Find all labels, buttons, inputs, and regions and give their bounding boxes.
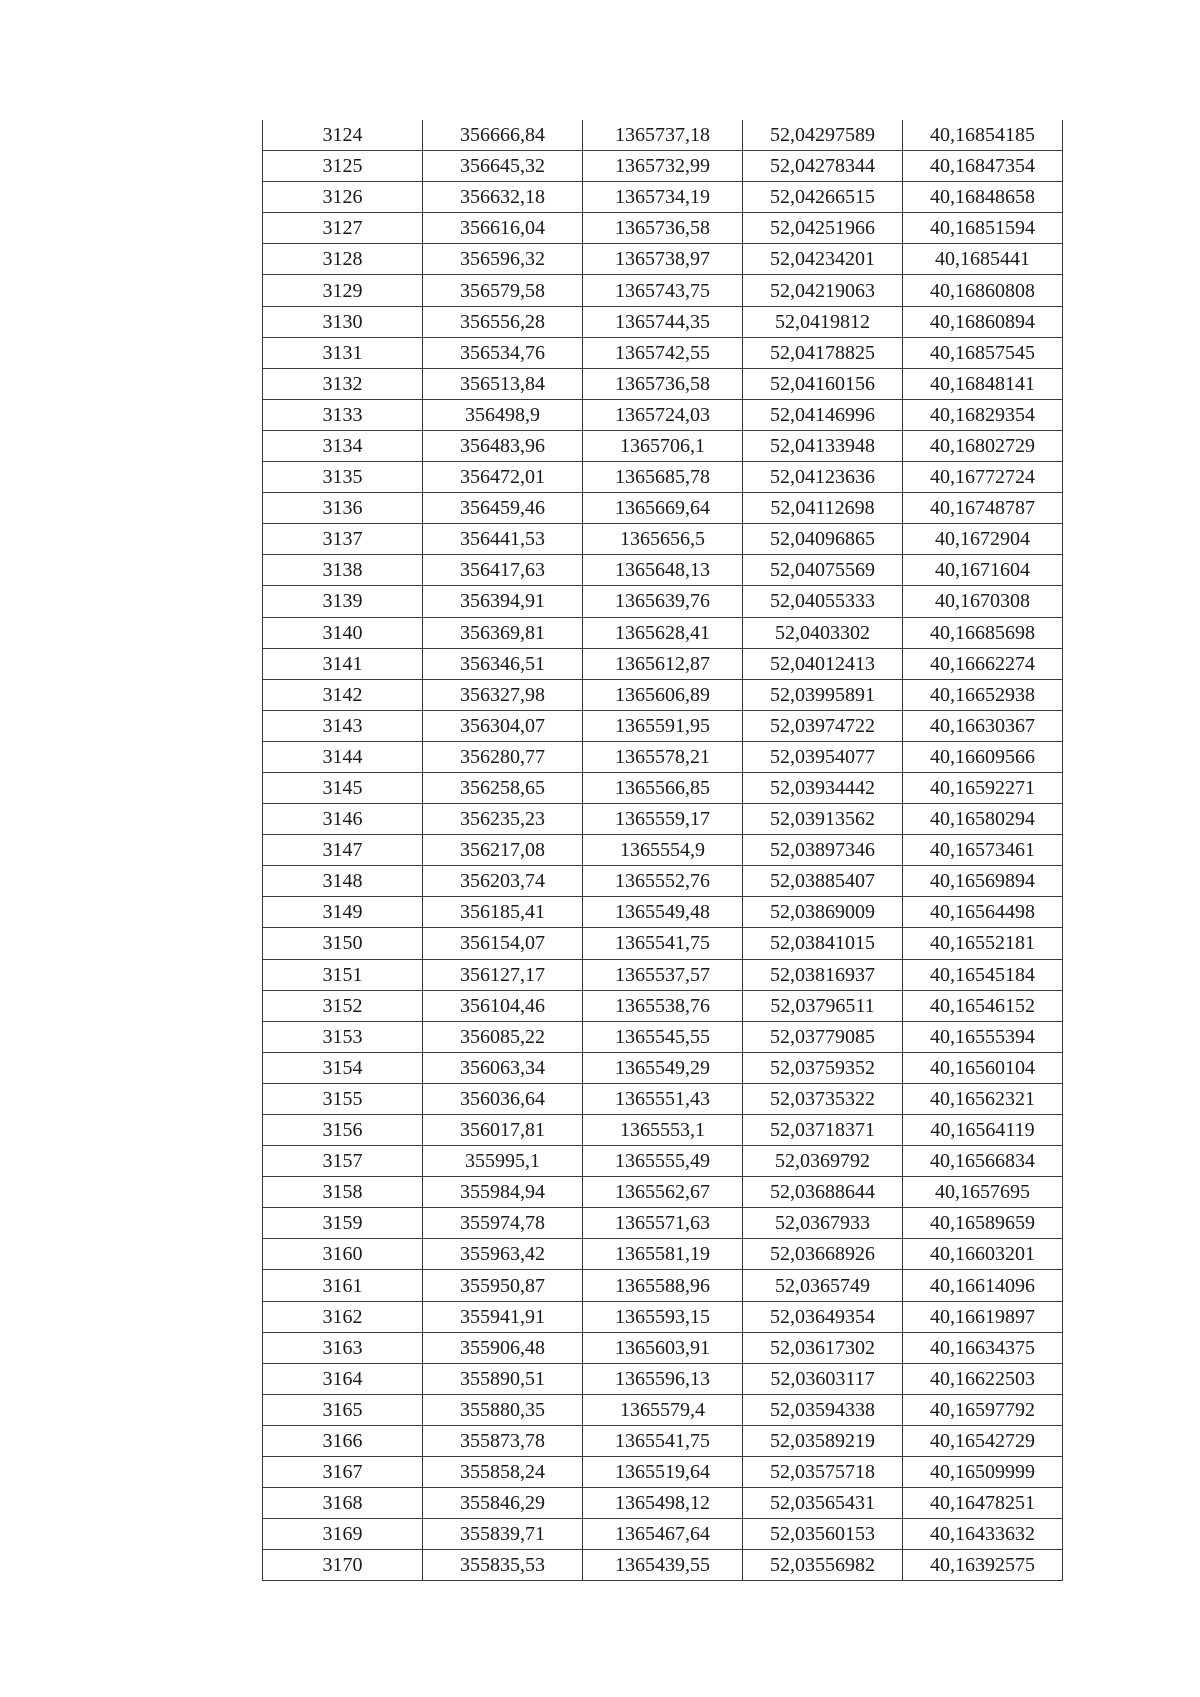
- point-number-cell: 3170: [263, 1550, 423, 1581]
- y-coordinate-cell: 1365628,41: [583, 617, 743, 648]
- latitude-cell: 52,04112698: [743, 493, 903, 524]
- longitude-cell: 40,16603201: [903, 1239, 1063, 1270]
- latitude-cell: 52,03688644: [743, 1177, 903, 1208]
- y-coordinate-cell: 1365566,85: [583, 772, 743, 803]
- latitude-cell: 52,03560153: [743, 1519, 903, 1550]
- longitude-cell: 40,16854185: [903, 120, 1063, 151]
- longitude-cell: 40,16848141: [903, 368, 1063, 399]
- point-number-cell: 3131: [263, 337, 423, 368]
- point-number-cell: 3149: [263, 897, 423, 928]
- point-number-cell: 3144: [263, 741, 423, 772]
- table-row: [263, 524, 1063, 555]
- latitude-cell: 52,0367933: [743, 1208, 903, 1239]
- point-number-cell: 3161: [263, 1270, 423, 1301]
- point-number-cell: 3130: [263, 306, 423, 337]
- y-coordinate-cell: 1365742,55: [583, 337, 743, 368]
- x-coordinate-cell: 356036,64: [423, 1083, 583, 1114]
- x-coordinate-cell: 355984,94: [423, 1177, 583, 1208]
- point-number-cell: 3167: [263, 1457, 423, 1488]
- x-coordinate-cell: 356327,98: [423, 679, 583, 710]
- point-number-cell: 3137: [263, 524, 423, 555]
- latitude-cell: 52,04278344: [743, 151, 903, 182]
- point-number-cell: 3169: [263, 1519, 423, 1550]
- latitude-cell: 52,04297589: [743, 120, 903, 151]
- point-number-cell: 3156: [263, 1115, 423, 1146]
- latitude-cell: 52,03995891: [743, 679, 903, 710]
- y-coordinate-cell: 1365537,57: [583, 959, 743, 990]
- point-number-cell: 3124: [263, 120, 423, 151]
- latitude-cell: 52,03779085: [743, 1021, 903, 1052]
- x-coordinate-cell: 356556,28: [423, 306, 583, 337]
- point-number-cell: 3132: [263, 368, 423, 399]
- y-coordinate-cell: 1365552,76: [583, 866, 743, 897]
- y-coordinate-cell: 1365736,58: [583, 368, 743, 399]
- longitude-cell: 40,16857545: [903, 337, 1063, 368]
- y-coordinate-cell: 1365498,12: [583, 1488, 743, 1519]
- point-number-cell: 3159: [263, 1208, 423, 1239]
- longitude-cell: 40,16478251: [903, 1488, 1063, 1519]
- x-coordinate-cell: 355835,53: [423, 1550, 583, 1581]
- table-row: [263, 835, 1063, 866]
- latitude-cell: 52,03589219: [743, 1425, 903, 1456]
- table-row: [263, 897, 1063, 928]
- table-row: [263, 959, 1063, 990]
- point-number-cell: 3146: [263, 804, 423, 835]
- x-coordinate-cell: 356217,08: [423, 835, 583, 866]
- y-coordinate-cell: 1365549,48: [583, 897, 743, 928]
- table-row: [263, 990, 1063, 1021]
- y-coordinate-cell: 1365736,58: [583, 213, 743, 244]
- point-number-cell: 3154: [263, 1052, 423, 1083]
- latitude-cell: 52,0419812: [743, 306, 903, 337]
- table-row: [263, 1177, 1063, 1208]
- y-coordinate-cell: 1365519,64: [583, 1457, 743, 1488]
- x-coordinate-cell: 356579,58: [423, 275, 583, 306]
- latitude-cell: 52,03954077: [743, 741, 903, 772]
- table-row: [263, 710, 1063, 741]
- point-number-cell: 3160: [263, 1239, 423, 1270]
- point-number-cell: 3162: [263, 1301, 423, 1332]
- longitude-cell: 40,16562321: [903, 1083, 1063, 1114]
- longitude-cell: 40,16509999: [903, 1457, 1063, 1488]
- table-row: [263, 617, 1063, 648]
- latitude-cell: 52,03668926: [743, 1239, 903, 1270]
- y-coordinate-cell: 1365669,64: [583, 493, 743, 524]
- longitude-cell: 40,16609566: [903, 741, 1063, 772]
- longitude-cell: 40,16573461: [903, 835, 1063, 866]
- longitude-cell: 40,1672904: [903, 524, 1063, 555]
- table-row: [263, 1270, 1063, 1301]
- x-coordinate-cell: 356185,41: [423, 897, 583, 928]
- x-coordinate-cell: 356017,81: [423, 1115, 583, 1146]
- longitude-cell: 40,16748787: [903, 493, 1063, 524]
- table-row: [263, 368, 1063, 399]
- point-number-cell: 3129: [263, 275, 423, 306]
- point-number-cell: 3168: [263, 1488, 423, 1519]
- x-coordinate-cell: 355950,87: [423, 1270, 583, 1301]
- longitude-cell: 40,16802729: [903, 430, 1063, 461]
- y-coordinate-cell: 1365578,21: [583, 741, 743, 772]
- x-coordinate-cell: 356513,84: [423, 368, 583, 399]
- latitude-cell: 52,04146996: [743, 399, 903, 430]
- y-coordinate-cell: 1365553,1: [583, 1115, 743, 1146]
- table-row: [263, 679, 1063, 710]
- latitude-cell: 52,03594338: [743, 1394, 903, 1425]
- y-coordinate-cell: 1365538,76: [583, 990, 743, 1021]
- latitude-cell: 52,04251966: [743, 213, 903, 244]
- latitude-cell: 52,03913562: [743, 804, 903, 835]
- coordinates-table-body: [263, 120, 1063, 1581]
- x-coordinate-cell: 355839,71: [423, 1519, 583, 1550]
- x-coordinate-cell: 356498,9: [423, 399, 583, 430]
- y-coordinate-cell: 1365639,76: [583, 586, 743, 617]
- table-row: [263, 1083, 1063, 1114]
- y-coordinate-cell: 1365656,5: [583, 524, 743, 555]
- latitude-cell: 52,0403302: [743, 617, 903, 648]
- latitude-cell: 52,03796511: [743, 990, 903, 1021]
- y-coordinate-cell: 1365603,91: [583, 1332, 743, 1363]
- longitude-cell: 40,16860808: [903, 275, 1063, 306]
- y-coordinate-cell: 1365738,97: [583, 244, 743, 275]
- x-coordinate-cell: 356104,46: [423, 990, 583, 1021]
- y-coordinate-cell: 1365612,87: [583, 648, 743, 679]
- longitude-cell: 40,16560104: [903, 1052, 1063, 1083]
- point-number-cell: 3136: [263, 493, 423, 524]
- point-number-cell: 3150: [263, 928, 423, 959]
- table-row: [263, 213, 1063, 244]
- longitude-cell: 40,16614096: [903, 1270, 1063, 1301]
- table-row: [263, 1115, 1063, 1146]
- x-coordinate-cell: 355963,42: [423, 1239, 583, 1270]
- point-number-cell: 3135: [263, 462, 423, 493]
- table-row: [263, 1457, 1063, 1488]
- y-coordinate-cell: 1365559,17: [583, 804, 743, 835]
- point-number-cell: 3164: [263, 1363, 423, 1394]
- longitude-cell: 40,16546152: [903, 990, 1063, 1021]
- y-coordinate-cell: 1365555,49: [583, 1146, 743, 1177]
- latitude-cell: 52,04160156: [743, 368, 903, 399]
- x-coordinate-cell: 356596,32: [423, 244, 583, 275]
- point-number-cell: 3133: [263, 399, 423, 430]
- y-coordinate-cell: 1365596,13: [583, 1363, 743, 1394]
- point-number-cell: 3158: [263, 1177, 423, 1208]
- latitude-cell: 52,04055333: [743, 586, 903, 617]
- x-coordinate-cell: 356472,01: [423, 462, 583, 493]
- longitude-cell: 40,16433632: [903, 1519, 1063, 1550]
- longitude-cell: 40,1685441: [903, 244, 1063, 275]
- x-coordinate-cell: 355858,24: [423, 1457, 583, 1488]
- y-coordinate-cell: 1365549,29: [583, 1052, 743, 1083]
- x-coordinate-cell: 356085,22: [423, 1021, 583, 1052]
- table-row: [263, 1519, 1063, 1550]
- longitude-cell: 40,16597792: [903, 1394, 1063, 1425]
- y-coordinate-cell: 1365588,96: [583, 1270, 743, 1301]
- table-row: [263, 306, 1063, 337]
- longitude-cell: 40,1657695: [903, 1177, 1063, 1208]
- table-row: [263, 493, 1063, 524]
- longitude-cell: 40,16392575: [903, 1550, 1063, 1581]
- y-coordinate-cell: 1365734,19: [583, 182, 743, 213]
- point-number-cell: 3143: [263, 710, 423, 741]
- table-row: [263, 1301, 1063, 1332]
- table-row: [263, 275, 1063, 306]
- latitude-cell: 52,04219063: [743, 275, 903, 306]
- table-row: [263, 555, 1063, 586]
- longitude-cell: 40,16685698: [903, 617, 1063, 648]
- y-coordinate-cell: 1365593,15: [583, 1301, 743, 1332]
- longitude-cell: 40,16847354: [903, 151, 1063, 182]
- x-coordinate-cell: 356304,07: [423, 710, 583, 741]
- x-coordinate-cell: 356127,17: [423, 959, 583, 990]
- table-row: [263, 866, 1063, 897]
- y-coordinate-cell: 1365581,19: [583, 1239, 743, 1270]
- x-coordinate-cell: 356534,76: [423, 337, 583, 368]
- x-coordinate-cell: 356394,91: [423, 586, 583, 617]
- y-coordinate-cell: 1365744,35: [583, 306, 743, 337]
- longitude-cell: 40,16592271: [903, 772, 1063, 803]
- x-coordinate-cell: 355974,78: [423, 1208, 583, 1239]
- longitude-cell: 40,16860894: [903, 306, 1063, 337]
- latitude-cell: 52,04075569: [743, 555, 903, 586]
- coordinates-table: [262, 120, 1063, 1581]
- latitude-cell: 52,03974722: [743, 710, 903, 741]
- table-row: [263, 1488, 1063, 1519]
- point-number-cell: 3152: [263, 990, 423, 1021]
- x-coordinate-cell: 356483,96: [423, 430, 583, 461]
- x-coordinate-cell: 356258,65: [423, 772, 583, 803]
- longitude-cell: 40,16589659: [903, 1208, 1063, 1239]
- y-coordinate-cell: 1365579,4: [583, 1394, 743, 1425]
- table-row: [263, 928, 1063, 959]
- y-coordinate-cell: 1365541,75: [583, 1425, 743, 1456]
- longitude-cell: 40,16619897: [903, 1301, 1063, 1332]
- point-number-cell: 3147: [263, 835, 423, 866]
- longitude-cell: 40,1670308: [903, 586, 1063, 617]
- x-coordinate-cell: 356459,46: [423, 493, 583, 524]
- table-row: [263, 1425, 1063, 1456]
- longitude-cell: 40,16545184: [903, 959, 1063, 990]
- table-row: [263, 804, 1063, 835]
- y-coordinate-cell: 1365439,55: [583, 1550, 743, 1581]
- x-coordinate-cell: 356632,18: [423, 182, 583, 213]
- x-coordinate-cell: 356235,23: [423, 804, 583, 835]
- longitude-cell: 40,16552181: [903, 928, 1063, 959]
- point-number-cell: 3153: [263, 1021, 423, 1052]
- y-coordinate-cell: 1365551,43: [583, 1083, 743, 1114]
- table-row: [263, 462, 1063, 493]
- y-coordinate-cell: 1365545,55: [583, 1021, 743, 1052]
- y-coordinate-cell: 1365724,03: [583, 399, 743, 430]
- latitude-cell: 52,03841015: [743, 928, 903, 959]
- latitude-cell: 52,03565431: [743, 1488, 903, 1519]
- latitude-cell: 52,03885407: [743, 866, 903, 897]
- y-coordinate-cell: 1365541,75: [583, 928, 743, 959]
- x-coordinate-cell: 355846,29: [423, 1488, 583, 1519]
- latitude-cell: 52,0365749: [743, 1270, 903, 1301]
- table-row: [263, 1052, 1063, 1083]
- latitude-cell: 52,04123636: [743, 462, 903, 493]
- point-number-cell: 3157: [263, 1146, 423, 1177]
- longitude-cell: 40,16662274: [903, 648, 1063, 679]
- x-coordinate-cell: 355995,1: [423, 1146, 583, 1177]
- x-coordinate-cell: 356616,04: [423, 213, 583, 244]
- point-number-cell: 3139: [263, 586, 423, 617]
- y-coordinate-cell: 1365743,75: [583, 275, 743, 306]
- longitude-cell: 40,16564498: [903, 897, 1063, 928]
- longitude-cell: 40,1671604: [903, 555, 1063, 586]
- latitude-cell: 52,04266515: [743, 182, 903, 213]
- point-number-cell: 3165: [263, 1394, 423, 1425]
- point-number-cell: 3128: [263, 244, 423, 275]
- y-coordinate-cell: 1365562,67: [583, 1177, 743, 1208]
- y-coordinate-cell: 1365737,18: [583, 120, 743, 151]
- latitude-cell: 52,03816937: [743, 959, 903, 990]
- table-row: [263, 1208, 1063, 1239]
- x-coordinate-cell: 356203,74: [423, 866, 583, 897]
- longitude-cell: 40,16630367: [903, 710, 1063, 741]
- x-coordinate-cell: 356441,53: [423, 524, 583, 555]
- x-coordinate-cell: 356369,81: [423, 617, 583, 648]
- latitude-cell: 52,03759352: [743, 1052, 903, 1083]
- y-coordinate-cell: 1365554,9: [583, 835, 743, 866]
- longitude-cell: 40,16652938: [903, 679, 1063, 710]
- latitude-cell: 52,03649354: [743, 1301, 903, 1332]
- latitude-cell: 52,03603117: [743, 1363, 903, 1394]
- latitude-cell: 52,04234201: [743, 244, 903, 275]
- longitude-cell: 40,16622503: [903, 1363, 1063, 1394]
- point-number-cell: 3145: [263, 772, 423, 803]
- point-number-cell: 3151: [263, 959, 423, 990]
- x-coordinate-cell: 355873,78: [423, 1425, 583, 1456]
- longitude-cell: 40,16829354: [903, 399, 1063, 430]
- point-number-cell: 3125: [263, 151, 423, 182]
- table-row: [263, 1550, 1063, 1581]
- longitude-cell: 40,16772724: [903, 462, 1063, 493]
- x-coordinate-cell: 355906,48: [423, 1332, 583, 1363]
- point-number-cell: 3163: [263, 1332, 423, 1363]
- table-row: [263, 430, 1063, 461]
- longitude-cell: 40,16566834: [903, 1146, 1063, 1177]
- table-row: [263, 182, 1063, 213]
- table-row: [263, 337, 1063, 368]
- point-number-cell: 3140: [263, 617, 423, 648]
- y-coordinate-cell: 1365706,1: [583, 430, 743, 461]
- point-number-cell: 3127: [263, 213, 423, 244]
- latitude-cell: 52,03575718: [743, 1457, 903, 1488]
- table-row: [263, 586, 1063, 617]
- table-row: [263, 1021, 1063, 1052]
- longitude-cell: 40,16569894: [903, 866, 1063, 897]
- longitude-cell: 40,16542729: [903, 1425, 1063, 1456]
- longitude-cell: 40,16564119: [903, 1115, 1063, 1146]
- table-row: [263, 1332, 1063, 1363]
- x-coordinate-cell: 355890,51: [423, 1363, 583, 1394]
- table-row: [263, 399, 1063, 430]
- latitude-cell: 52,03718371: [743, 1115, 903, 1146]
- table-row: [263, 1146, 1063, 1177]
- longitude-cell: 40,16851594: [903, 213, 1063, 244]
- y-coordinate-cell: 1365591,95: [583, 710, 743, 741]
- latitude-cell: 52,04178825: [743, 337, 903, 368]
- y-coordinate-cell: 1365571,63: [583, 1208, 743, 1239]
- latitude-cell: 52,03934442: [743, 772, 903, 803]
- longitude-cell: 40,16580294: [903, 804, 1063, 835]
- latitude-cell: 52,04133948: [743, 430, 903, 461]
- longitude-cell: 40,16555394: [903, 1021, 1063, 1052]
- latitude-cell: 52,03869009: [743, 897, 903, 928]
- latitude-cell: 52,03556982: [743, 1550, 903, 1581]
- x-coordinate-cell: 355880,35: [423, 1394, 583, 1425]
- point-number-cell: 3142: [263, 679, 423, 710]
- y-coordinate-cell: 1365685,78: [583, 462, 743, 493]
- table-row: [263, 741, 1063, 772]
- x-coordinate-cell: 356063,34: [423, 1052, 583, 1083]
- latitude-cell: 52,03617302: [743, 1332, 903, 1363]
- y-coordinate-cell: 1365606,89: [583, 679, 743, 710]
- x-coordinate-cell: 356280,77: [423, 741, 583, 772]
- x-coordinate-cell: 356666,84: [423, 120, 583, 151]
- longitude-cell: 40,16634375: [903, 1332, 1063, 1363]
- point-number-cell: 3126: [263, 182, 423, 213]
- x-coordinate-cell: 355941,91: [423, 1301, 583, 1332]
- table-row: [263, 1394, 1063, 1425]
- table-row: [263, 244, 1063, 275]
- latitude-cell: 52,03897346: [743, 835, 903, 866]
- point-number-cell: 3166: [263, 1425, 423, 1456]
- longitude-cell: 40,16848658: [903, 182, 1063, 213]
- latitude-cell: 52,03735322: [743, 1083, 903, 1114]
- point-number-cell: 3148: [263, 866, 423, 897]
- y-coordinate-cell: 1365648,13: [583, 555, 743, 586]
- table-row: [263, 120, 1063, 151]
- table-row: [263, 151, 1063, 182]
- x-coordinate-cell: 356417,63: [423, 555, 583, 586]
- point-number-cell: 3141: [263, 648, 423, 679]
- table-row: [263, 1363, 1063, 1394]
- table-row: [263, 772, 1063, 803]
- table-row: [263, 648, 1063, 679]
- y-coordinate-cell: 1365467,64: [583, 1519, 743, 1550]
- point-number-cell: 3138: [263, 555, 423, 586]
- table-row: [263, 1239, 1063, 1270]
- x-coordinate-cell: 356645,32: [423, 151, 583, 182]
- y-coordinate-cell: 1365732,99: [583, 151, 743, 182]
- x-coordinate-cell: 356346,51: [423, 648, 583, 679]
- latitude-cell: 52,04096865: [743, 524, 903, 555]
- latitude-cell: 52,0369792: [743, 1146, 903, 1177]
- point-number-cell: 3155: [263, 1083, 423, 1114]
- point-number-cell: 3134: [263, 430, 423, 461]
- x-coordinate-cell: 356154,07: [423, 928, 583, 959]
- latitude-cell: 52,04012413: [743, 648, 903, 679]
